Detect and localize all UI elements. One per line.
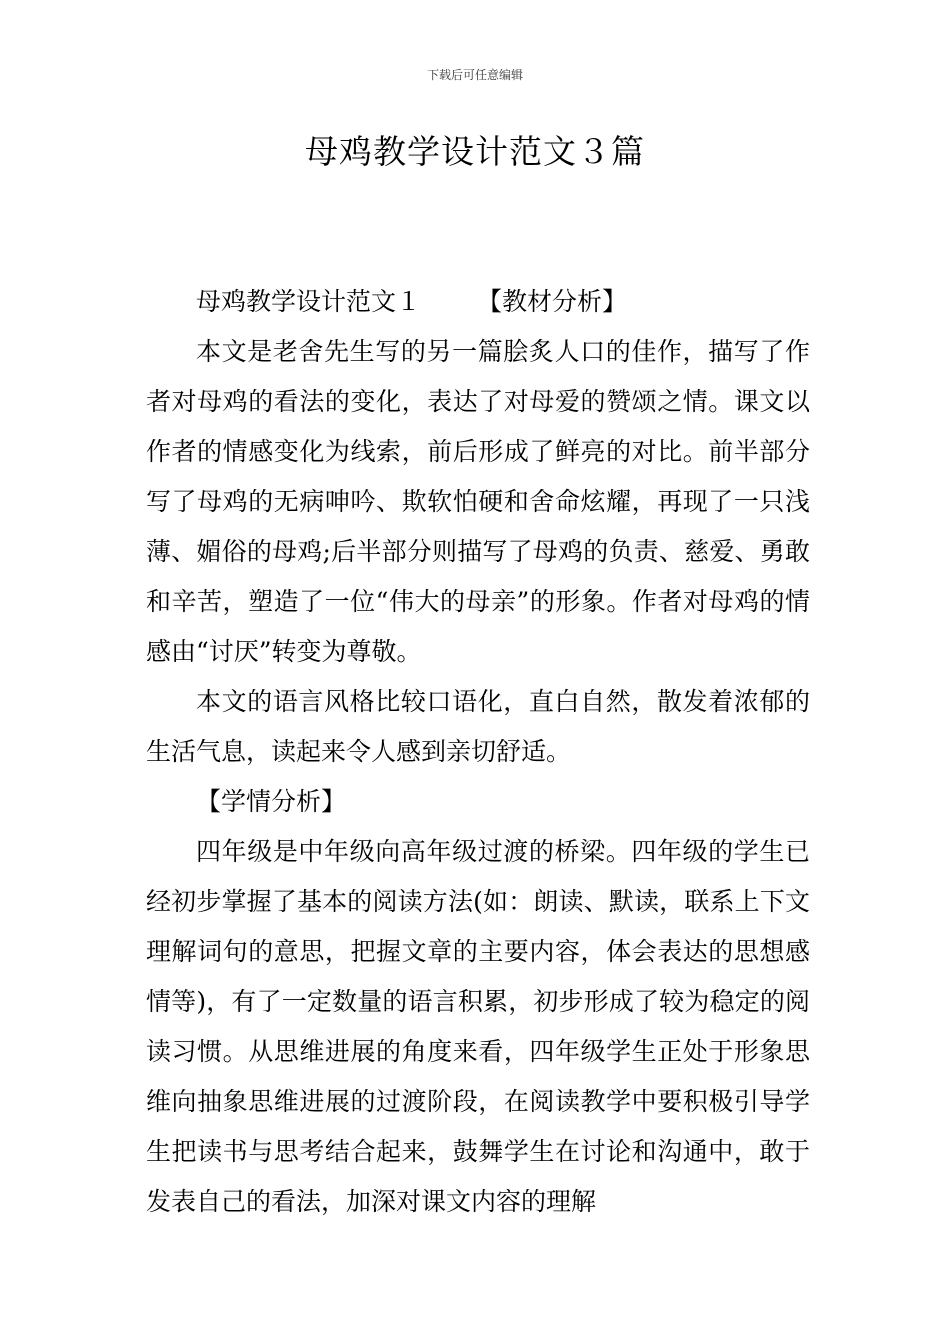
paragraph-1: 本文是老舍先生写的另一篇脍炙人口的佳作，描写了作者对母鸡的看法的变化，表达了对母爱的赞颂之情。课文以作者的情感变化为线索，前后形成了鲜亮的对比。前半部分写了母鸡的无病呻吟、欺软怕硬和舍命炫耀，再现了一只浅薄、媚俗的母鸡;后半部分则描写了母鸡的负责、慈爱、勇敢和辛苦，塑造了一位“伟大的母亲”的形象。作者对母鸡的情感由“讨厌”转变为尊敬。 bbox=[146, 337, 810, 666]
document-body bbox=[146, 277, 810, 1227]
header-note: 下载后可任意编辑 bbox=[426, 68, 523, 82]
document-title: 母鸡教学设计范文３篇 bbox=[305, 132, 645, 171]
paragraph-4: 四年级是中年级向高年级过渡的桥梁。四年级的学生已经初步掌握了基本的阅读方法(如：朗读、默读，联系上下文理解词句的意思，把握文章的主要内容，体会表达的思想感情等)，有了一定数量的语言积累，初步形成了较为稳定的阅读习惯。从思维进展的角度来看，四年级学生正处于形象思维向抽象思维进展的过渡阶段，在阅读教学中要积极引导学生把读书与思考结合起来，鼓舞学生在讨论和沟通中，敢于发表自己的看法，加深对课文内容的理解 bbox=[146, 837, 810, 1216]
paragraph-3-heading: 【学情分析】 bbox=[196, 787, 347, 816]
section-tag: 【教材分析】 bbox=[477, 287, 628, 316]
section-heading-line bbox=[146, 277, 810, 327]
section-heading: 母鸡教学设计范文１ bbox=[196, 287, 422, 316]
paragraph-2: 本文的语言风格比较口语化，直白自然，散发着浓郁的生活气息，读起来令人感到亲切舒适。 bbox=[146, 687, 810, 766]
